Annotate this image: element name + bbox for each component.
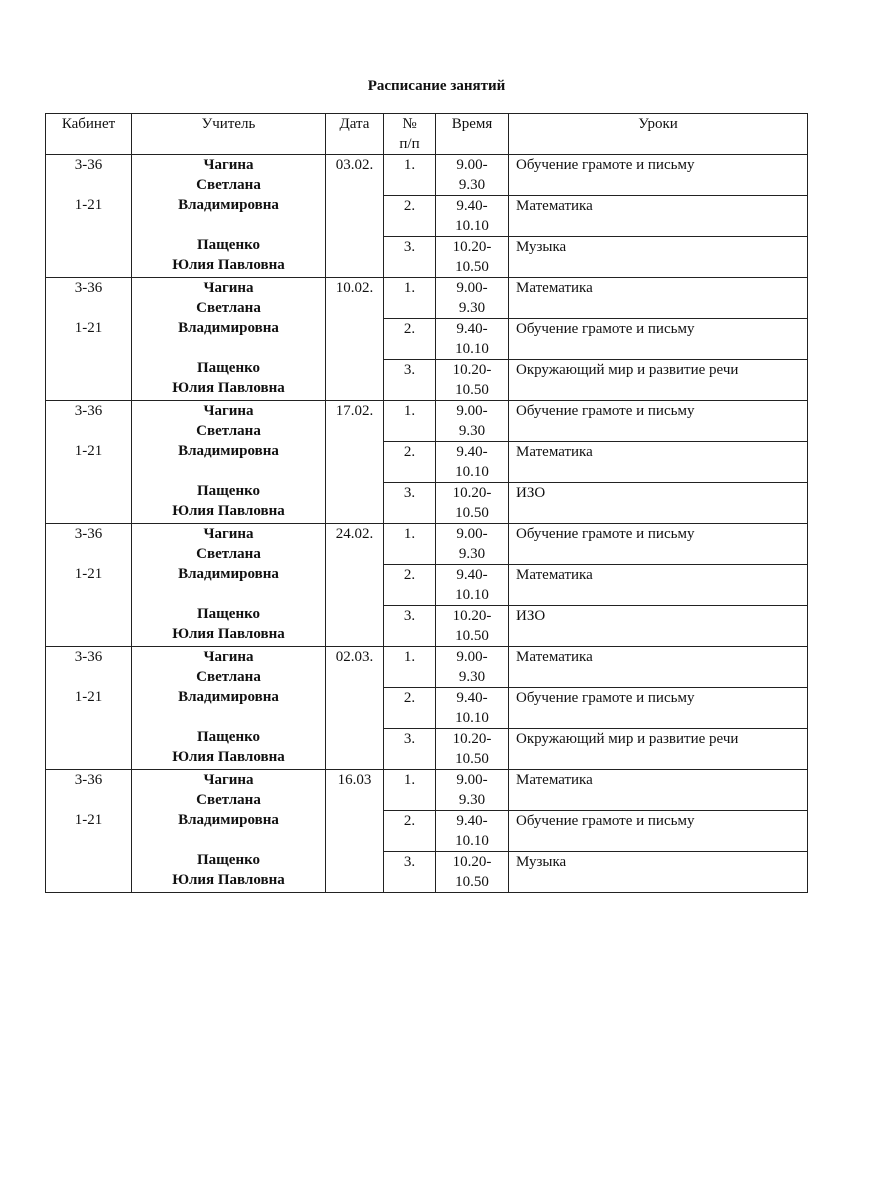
lesson-number: 2. bbox=[384, 688, 436, 729]
lesson-time bbox=[436, 483, 509, 524]
room-secondary: 1-21 bbox=[74, 566, 103, 582]
date-cell: 17.02. bbox=[326, 401, 384, 524]
room-primary: 3-36 bbox=[74, 157, 103, 173]
teacher-cell bbox=[132, 155, 326, 278]
lesson-row bbox=[46, 524, 808, 565]
teacher1-surname: Чагина bbox=[203, 280, 254, 296]
header-time: Время bbox=[436, 114, 509, 155]
room-primary: 3-36 bbox=[74, 772, 103, 788]
lesson-subject: Обучение грамоте и письму bbox=[509, 319, 808, 360]
lesson-time-end: 10.50 bbox=[455, 874, 489, 890]
lesson-time bbox=[436, 811, 509, 852]
room-primary: 3-36 bbox=[74, 280, 103, 296]
lesson-row bbox=[46, 401, 808, 442]
lesson-number: 3. bbox=[384, 729, 436, 770]
lesson-subject: Обучение грамоте и письму bbox=[509, 811, 808, 852]
teacher1-patronymic: Владимировна bbox=[178, 443, 279, 459]
header-teacher: Учитель bbox=[132, 114, 326, 155]
lesson-subject: Музыка bbox=[509, 237, 808, 278]
lesson-time bbox=[436, 565, 509, 606]
lesson-subject: Математика bbox=[509, 196, 808, 237]
date-cell: 02.03. bbox=[326, 647, 384, 770]
teacher1-name: Светлана bbox=[196, 792, 261, 808]
lesson-time-end: 9.30 bbox=[458, 177, 486, 193]
room-cell bbox=[46, 770, 132, 893]
lesson-time-end: 10.50 bbox=[455, 628, 489, 644]
lesson-time-end: 10.10 bbox=[455, 710, 489, 726]
lesson-row bbox=[46, 278, 808, 319]
lesson-time bbox=[436, 278, 509, 319]
room-secondary: 1-21 bbox=[74, 197, 103, 213]
lesson-time-start: 9.00- bbox=[456, 526, 488, 542]
lesson-row bbox=[46, 770, 808, 811]
lesson-time bbox=[436, 647, 509, 688]
table-header-row bbox=[46, 114, 808, 155]
lesson-time-start: 9.00- bbox=[456, 772, 488, 788]
teacher2-surname: Пащенко bbox=[196, 852, 261, 868]
lesson-time-end: 10.10 bbox=[455, 833, 489, 849]
lesson-time-end: 10.10 bbox=[455, 587, 489, 603]
room-primary: 3-36 bbox=[74, 649, 103, 665]
date-cell: 10.02. bbox=[326, 278, 384, 401]
header-room: Кабинет bbox=[46, 114, 132, 155]
teacher-cell bbox=[132, 770, 326, 893]
teacher1-name: Светлана bbox=[196, 423, 261, 439]
lesson-row bbox=[46, 647, 808, 688]
teacher2-surname: Пащенко bbox=[196, 729, 261, 745]
lesson-time-end: 10.50 bbox=[455, 751, 489, 767]
lesson-time-start: 9.00- bbox=[456, 157, 488, 173]
lesson-time-start: 10.20- bbox=[452, 485, 492, 501]
lesson-number: 2. bbox=[384, 565, 436, 606]
teacher2-fullname: Юлия Павловна bbox=[172, 257, 285, 273]
lesson-number: 3. bbox=[384, 483, 436, 524]
lesson-time-start: 9.40- bbox=[456, 321, 488, 337]
teacher1-name: Светлана bbox=[196, 300, 261, 316]
room-secondary: 1-21 bbox=[74, 689, 103, 705]
lesson-time-start: 10.20- bbox=[452, 362, 492, 378]
lesson-time bbox=[436, 524, 509, 565]
header-number-line1: № bbox=[402, 116, 417, 132]
lesson-time-end: 10.50 bbox=[455, 505, 489, 521]
teacher1-patronymic: Владимировна bbox=[178, 566, 279, 582]
lesson-subject: Музыка bbox=[509, 852, 808, 893]
schedule-table bbox=[45, 113, 808, 893]
lesson-subject: Окружающий мир и развитие речи bbox=[509, 729, 808, 770]
lesson-number: 3. bbox=[384, 360, 436, 401]
teacher2-surname: Пащенко bbox=[196, 606, 261, 622]
lesson-time bbox=[436, 155, 509, 196]
lesson-time bbox=[436, 401, 509, 442]
lesson-subject: ИЗО bbox=[509, 483, 808, 524]
room-cell bbox=[46, 278, 132, 401]
lesson-time bbox=[436, 196, 509, 237]
lesson-number: 1. bbox=[384, 155, 436, 196]
room-cell bbox=[46, 524, 132, 647]
teacher2-fullname: Юлия Павловна bbox=[172, 503, 285, 519]
date-cell: 16.03 bbox=[326, 770, 384, 893]
teacher-cell bbox=[132, 401, 326, 524]
lesson-time-start: 9.00- bbox=[456, 649, 488, 665]
teacher1-name: Светлана bbox=[196, 177, 261, 193]
lesson-time-start: 9.40- bbox=[456, 444, 488, 460]
lesson-time-start: 10.20- bbox=[452, 731, 492, 747]
room-cell bbox=[46, 155, 132, 278]
lesson-time-start: 9.00- bbox=[456, 403, 488, 419]
lesson-number: 1. bbox=[384, 647, 436, 688]
date-cell: 24.02. bbox=[326, 524, 384, 647]
teacher1-name: Светлана bbox=[196, 669, 261, 685]
room-cell bbox=[46, 401, 132, 524]
lesson-time-start: 9.40- bbox=[456, 690, 488, 706]
lesson-time-end: 10.10 bbox=[455, 464, 489, 480]
lesson-time-start: 10.20- bbox=[452, 608, 492, 624]
header-date: Дата bbox=[326, 114, 384, 155]
lesson-number: 3. bbox=[384, 852, 436, 893]
lesson-number: 1. bbox=[384, 770, 436, 811]
header-number-line2: п/п bbox=[399, 136, 420, 152]
lesson-number: 3. bbox=[384, 237, 436, 278]
teacher2-surname: Пащенко bbox=[196, 237, 261, 253]
lesson-time-end: 9.30 bbox=[458, 792, 486, 808]
lesson-number: 2. bbox=[384, 196, 436, 237]
teacher1-surname: Чагина bbox=[203, 772, 254, 788]
lesson-time bbox=[436, 319, 509, 360]
lesson-subject: Обучение грамоте и письму bbox=[509, 401, 808, 442]
lesson-time-end: 9.30 bbox=[458, 300, 486, 316]
teacher2-surname: Пащенко bbox=[196, 360, 261, 376]
lesson-subject: Обучение грамоте и письму bbox=[509, 524, 808, 565]
header-number bbox=[384, 114, 436, 155]
lesson-subject: ИЗО bbox=[509, 606, 808, 647]
lesson-time-end: 10.10 bbox=[455, 218, 489, 234]
lesson-time bbox=[436, 237, 509, 278]
teacher1-surname: Чагина bbox=[203, 526, 254, 542]
teacher2-fullname: Юлия Павловна bbox=[172, 749, 285, 765]
teacher-cell bbox=[132, 278, 326, 401]
lesson-time bbox=[436, 442, 509, 483]
room-cell bbox=[46, 647, 132, 770]
lesson-number: 3. bbox=[384, 606, 436, 647]
teacher2-surname: Пащенко bbox=[196, 483, 261, 499]
lesson-time-start: 9.40- bbox=[456, 567, 488, 583]
lesson-subject: Математика bbox=[509, 442, 808, 483]
lesson-number: 1. bbox=[384, 401, 436, 442]
lesson-time-end: 9.30 bbox=[458, 546, 486, 562]
room-secondary: 1-21 bbox=[74, 320, 103, 336]
lesson-time bbox=[436, 770, 509, 811]
lesson-subject: Окружающий мир и развитие речи bbox=[509, 360, 808, 401]
lesson-time-end: 10.50 bbox=[455, 382, 489, 398]
teacher1-surname: Чагина bbox=[203, 157, 254, 173]
header-lessons: Уроки bbox=[509, 114, 808, 155]
lesson-number: 1. bbox=[384, 524, 436, 565]
lesson-subject: Обучение грамоте и письму bbox=[509, 155, 808, 196]
lesson-time-start: 9.40- bbox=[456, 813, 488, 829]
teacher2-fullname: Юлия Павловна bbox=[172, 380, 285, 396]
lesson-time-end: 10.50 bbox=[455, 259, 489, 275]
lesson-time-start: 9.00- bbox=[456, 280, 488, 296]
teacher2-fullname: Юлия Павловна bbox=[172, 626, 285, 642]
teacher1-name: Светлана bbox=[196, 546, 261, 562]
lesson-number: 2. bbox=[384, 442, 436, 483]
teacher2-fullname: Юлия Павловна bbox=[172, 872, 285, 888]
lesson-time-start: 9.40- bbox=[456, 198, 488, 214]
lesson-subject: Обучение грамоте и письму bbox=[509, 688, 808, 729]
lesson-subject: Математика bbox=[509, 647, 808, 688]
lesson-time-start: 10.20- bbox=[452, 854, 492, 870]
room-primary: 3-36 bbox=[74, 526, 103, 542]
lesson-number: 2. bbox=[384, 319, 436, 360]
teacher-cell bbox=[132, 524, 326, 647]
date-cell: 03.02. bbox=[326, 155, 384, 278]
room-secondary: 1-21 bbox=[74, 443, 103, 459]
lesson-time-end: 9.30 bbox=[458, 423, 486, 439]
teacher1-patronymic: Владимировна bbox=[178, 812, 279, 828]
lesson-time bbox=[436, 606, 509, 647]
teacher1-patronymic: Владимировна bbox=[178, 197, 279, 213]
lesson-subject: Математика bbox=[509, 565, 808, 606]
lesson-subject: Математика bbox=[509, 278, 808, 319]
lesson-row bbox=[46, 155, 808, 196]
lesson-number: 2. bbox=[384, 811, 436, 852]
lesson-time-start: 10.20- bbox=[452, 239, 492, 255]
teacher1-patronymic: Владимировна bbox=[178, 320, 279, 336]
lesson-time bbox=[436, 360, 509, 401]
page-title: Расписание занятий bbox=[367, 78, 506, 94]
room-primary: 3-36 bbox=[74, 403, 103, 419]
lesson-time bbox=[436, 729, 509, 770]
teacher1-surname: Чагина bbox=[203, 403, 254, 419]
teacher1-surname: Чагина bbox=[203, 649, 254, 665]
lesson-subject: Математика bbox=[509, 770, 808, 811]
lesson-number: 1. bbox=[384, 278, 436, 319]
teacher1-patronymic: Владимировна bbox=[178, 689, 279, 705]
teacher-cell bbox=[132, 647, 326, 770]
lesson-time bbox=[436, 688, 509, 729]
lesson-time bbox=[436, 852, 509, 893]
lesson-time-end: 10.10 bbox=[455, 341, 489, 357]
room-secondary: 1-21 bbox=[74, 812, 103, 828]
lesson-time-end: 9.30 bbox=[458, 669, 486, 685]
